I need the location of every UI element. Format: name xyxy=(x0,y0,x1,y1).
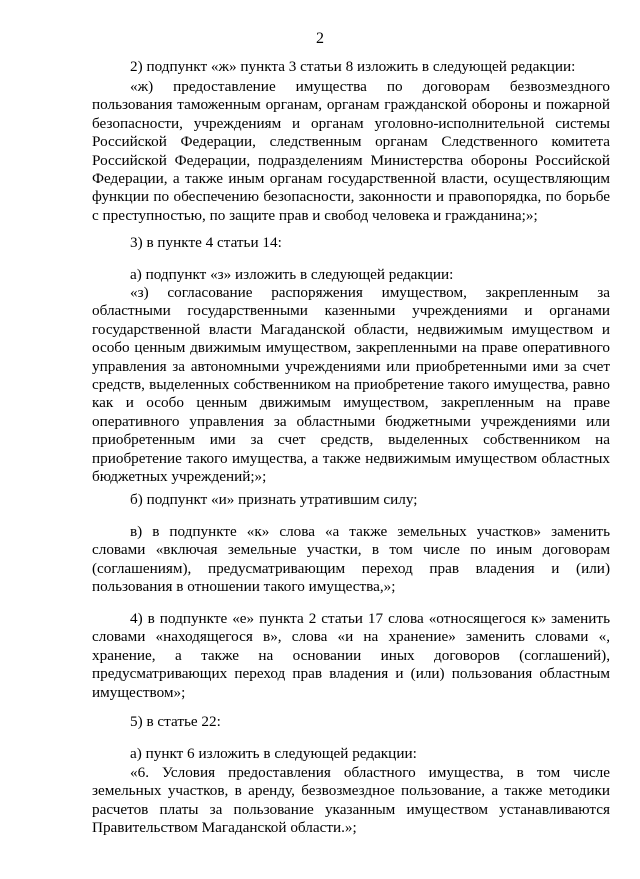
paragraph-text: «6. Условия предоставления областного имущества, в том числе земельных участков, в аренду, безвозмездное пользование, а также методики расчетов платы за пользование указанным имуществом устанавливаются Правительством Магаданской области.»; xyxy=(92,764,610,837)
paragraph-6-text xyxy=(92,764,610,838)
paragraph-4 xyxy=(92,610,610,702)
page-number: 2 xyxy=(316,30,324,47)
paragraph-text: 2) подпункт «ж» пункта 3 статьи 8 изложить в следующей редакции: xyxy=(130,58,576,75)
paragraph-text: в) в подпункте «к» слова «а также земельных участков» заменить словами «включая земельные участки, в том числе по иным договорам (соглашениям), предусматривающим переход прав владения и (или) пользования в отношении такого имущества,»; xyxy=(92,523,610,596)
paragraph-3a-intro xyxy=(92,266,610,284)
paragraph-z-text xyxy=(92,284,610,486)
paragraph-text: а) подпункт «з» изложить в следующей редакции: xyxy=(130,266,454,283)
paragraph-text: 3) в пункте 4 статьи 14: xyxy=(130,234,282,251)
paragraph-text: а) пункт 6 изложить в следующей редакции: xyxy=(130,745,417,762)
paragraph-text: «ж) предоставление имущества по договорам безвозмездного пользования таможенным органам, органам гражданской обороны и пожарной безопасности, учреждениям и органам уголовно-исполнительной системы Российской Федерации, следственным органам Следственного комитета Российской Федерации, подразделениям Министерства обороны Российской Федерации, а также иным органам государственной власти, осуществляющим функции по обеспечению безопасности, законности и правопорядка, по борьбе с преступностью, по защите прав и свобод человека и гражданина;»; xyxy=(92,78,610,224)
paragraph-text: б) подпункт «и» признать утратившим силу; xyxy=(130,491,418,508)
paragraph-text: 5) в статье 22: xyxy=(130,713,221,730)
paragraph-3-intro xyxy=(92,234,610,252)
paragraph-5-intro xyxy=(92,713,610,731)
paragraph-3v xyxy=(92,523,610,597)
paragraph-2-intro xyxy=(92,58,610,76)
paragraph-zh-text xyxy=(92,78,610,225)
paragraph-text: «з) согласование распоряжения имуществом, закрепленным за областными государственными казенными учреждениями и органами государственной власти Магаданской области, недвижимым имуществом и особо ценным движимым имуществом, закрепленными на праве оперативного управления за автономными учреждениями или приобретенными ими за счет средств, выделенных собственником на приобретение такого имущества, равно как и особо ценным движимым имуществом, закрепленным на праве оперативного управления за областными бюджетными учреждениями или приобретенным ими за счет средств, выделенных собственником на приобретение такого имущества, а также недвижимым имуществом областных бюджетных учреждений;»; xyxy=(92,284,610,486)
paragraph-text: 4) в подпункте «е» пункта 2 статьи 17 слова «относящегося к» заменить словами «находящегося в», слова «и на хранение» заменить словами «, хранение, а также на основании иных договоров (соглашений), предусматривающих переход прав владения и (или) пользования областным имуществом»; xyxy=(92,610,610,701)
paragraph-3b xyxy=(92,491,610,509)
paragraph-5a-intro xyxy=(92,745,610,763)
